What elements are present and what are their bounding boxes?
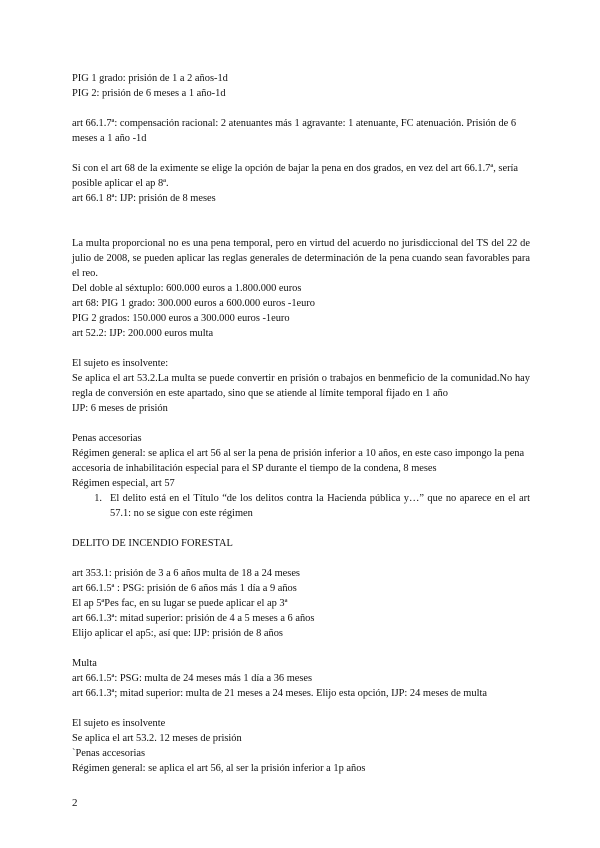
text-line: art 66.1.5ª : PSG: prisión de 6 años más 1 día a 9 años: [72, 583, 297, 594]
text-line: art 52.2: IJP: 200.000 euros multa: [72, 328, 214, 339]
text-line: art 66.1.7ª: compensación racional: 2 atenuantes más 1 agravante: 1 atenuante, FC atenuación. Prisión de 6 meses a 1 año -1d: [72, 118, 517, 144]
text-line: art 66.1.3ª; mitad superior: multa de 21 meses a 24 meses. Elijo esta opción, IJP: 24 meses de multa: [72, 688, 487, 699]
text-line: Elijo aplicar el ap5:, así que: IJP: prisión de 8 años: [72, 628, 283, 639]
text-line: art 66.1.3ª: mitad superior: prisión de 4 a 5 meses a 6 años: [72, 613, 315, 624]
text-line: `Penas accesorias: [72, 748, 145, 759]
text-line: PIG 1 grado: prisión de 1 a 2 años-1d: [72, 73, 228, 84]
text-line: art 68: PIG 1 grado: 300.000 euros a 600.000 euros -1euro: [72, 298, 315, 309]
paragraph: Se aplica el art 53.2.La multa se puede convertir en prisión o trabajos en benmeficio de la comunidad.No hay regla de conversión en este apartado, sino que se atiende al límite temporal fijado en 1 año: [72, 373, 530, 399]
text-line: El sujeto es insolvente:: [72, 358, 169, 369]
text-line: Penas accesorias: [72, 433, 142, 444]
text-line: PIG 2: prisión de 6 meses a 1 año-1d: [72, 88, 226, 99]
text-line: Si con el art 68 de la eximente se elige la opción de bajar la pena en dos grados, en vez del art 66.1.7ª, sería posible aplicar el ap 8ª.: [72, 163, 519, 189]
text-line: El ap 5ªPes fac, en su lugar se puede aplicar el ap 3ª: [72, 598, 288, 609]
section-heading: DELITO DE INCENDIO FORESTAL: [72, 538, 233, 549]
text-line: Multa: [72, 658, 97, 669]
text-line: Régimen general: se aplica el art 56, al ser la prisión inferior a 1p años: [72, 763, 366, 774]
paragraph: Régimen general: se aplica el art 56 al ser la pena de prisión inferior a 10 años, en este caso impongo la pena accesoria de inhabilitación especial para el SP durante el tiempo de la condena, 8 meses: [72, 448, 525, 474]
list-item-text: El delito está en el Título “de los delitos contra la Hacienda pública y…” que no aparece en el art 57.1: no se sigue con este régimen: [110, 493, 530, 519]
text-line: art 353.1: prisión de 3 a 6 años multa de 18 a 24 meses: [72, 568, 300, 579]
text-line: art 66.1 8ª: IJP: prisión de 8 meses: [72, 193, 216, 204]
text-line: IJP: 6 meses de prisión: [72, 403, 168, 414]
list-item: [72, 491, 530, 521]
text-line: Del doble al séxtuplo: 600.000 euros a 1.800.000 euros: [72, 283, 302, 294]
text-line: PIG 2 grados: 150.000 euros a 300.000 euros -1euro: [72, 313, 290, 324]
text-line: art 66.1.5ª: PSG: multa de 24 meses más 1 día a 36 meses: [72, 673, 313, 684]
paragraph: La multa proporcional no es una pena temporal, pero en virtud del acuerdo no jurisdiccional del TS del 22 de julio de 2008, se pueden aplicar las reglas generales de determinación de la pena cuando sean favorables para el reo.: [72, 238, 530, 279]
text-line: Régimen especial, art 57: [72, 478, 175, 489]
document-body: [72, 71, 530, 776]
page-number: 2: [72, 797, 78, 809]
text-line: El sujeto es insolvente: [72, 718, 166, 729]
list-number: 1.: [94, 493, 102, 504]
text-line: Se aplica el art 53.2. 12 meses de prisión: [72, 733, 242, 744]
